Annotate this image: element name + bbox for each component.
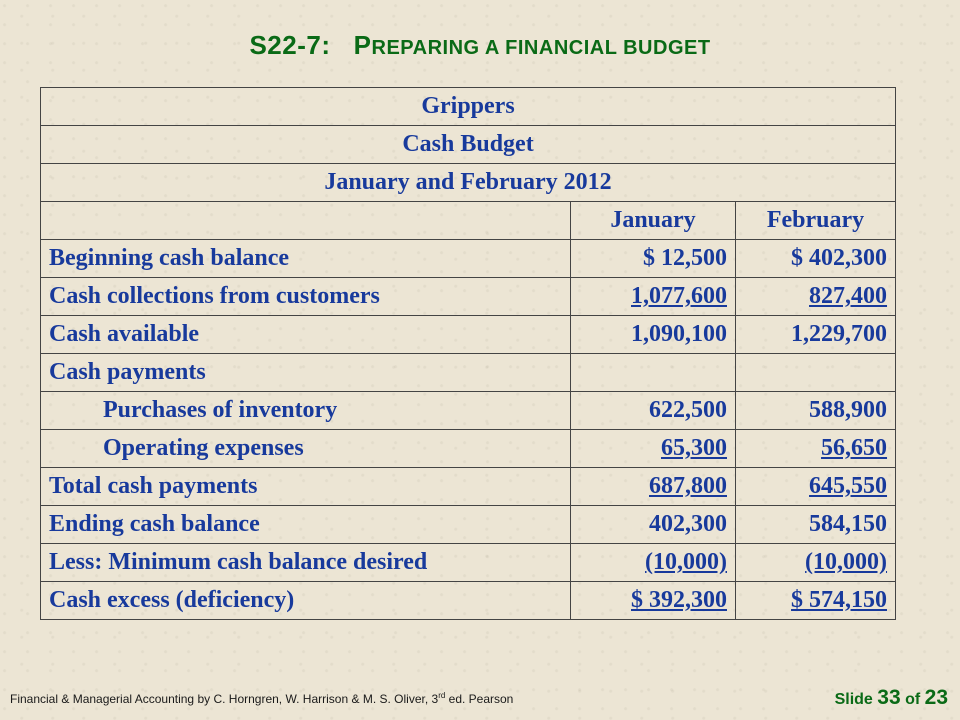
row-label: Total cash payments [41,468,571,506]
header-blank-cell [41,202,571,240]
february-value [736,354,896,392]
february-value: 584,150 [736,506,896,544]
slide-word: Slide [834,691,873,708]
row-label: Cash payments [41,354,571,392]
of-word: of [905,691,921,708]
january-value: 622,500 [571,392,736,430]
title-first-letter: P [353,30,372,60]
table-row [41,202,896,240]
table-row [41,506,896,544]
january-value: 1,090,100 [571,316,736,354]
february-value: $ 574,150 [791,587,888,613]
february-value: 56,650 [821,435,888,461]
table-row [41,468,896,506]
table-row [41,88,896,126]
january-value: 402,300 [571,506,736,544]
column-header-february: February [736,202,896,240]
title-rest: REPARING A FINANCIAL BUDGET [371,37,711,59]
january-value: 65,300 [661,435,727,461]
table-row [41,164,896,202]
row-label: Cash available [41,316,571,354]
table-row [41,316,896,354]
row-label: Ending cash balance [41,506,571,544]
january-value: 687,800 [649,473,727,499]
table-row [41,544,896,582]
table-row [41,354,896,392]
table-row [41,278,896,316]
row-label: Less: Minimum cash balance desired [41,544,571,582]
row-label: Cash collections from customers [41,278,571,316]
column-header-january: January [571,202,736,240]
table-row [41,582,896,620]
title-code: S22-7: [249,30,331,60]
budget-period: January and February 2012 [41,164,896,202]
citation-suffix: ed. Pearson [445,692,514,706]
cash-budget-table [40,87,896,620]
february-value: 645,550 [809,473,888,499]
row-label: Purchases of inventory [41,392,571,430]
row-label: Operating expenses [41,430,571,468]
table-row [41,392,896,430]
february-value: $ 402,300 [736,240,896,278]
slide-number [835,686,948,710]
row-label: Beginning cash balance [41,240,571,278]
slide-current: 33 [877,686,901,709]
february-value: 1,229,700 [736,316,896,354]
table-row [41,240,896,278]
january-value: $ 12,500 [571,240,736,278]
january-value: $ 392,300 [631,587,727,613]
table-row [41,126,896,164]
citation [10,691,513,706]
slide-title [0,30,960,61]
february-value: (10,000) [805,549,888,575]
slide-total: 23 [924,686,948,709]
company-name: Grippers [41,88,896,126]
february-value: 827,400 [809,283,888,309]
january-value: 1,077,600 [631,283,727,309]
budget-name: Cash Budget [41,126,896,164]
january-value [571,354,736,392]
february-value: 588,900 [736,392,896,430]
row-label: Cash excess (deficiency) [41,582,571,620]
table-row [41,430,896,468]
citation-prefix: Financial & Managerial Accounting by C. Horngren, W. Harrison & M. S. Oliver, 3 [10,692,439,706]
citation-superscript: rd [438,691,446,700]
january-value: (10,000) [645,549,727,575]
